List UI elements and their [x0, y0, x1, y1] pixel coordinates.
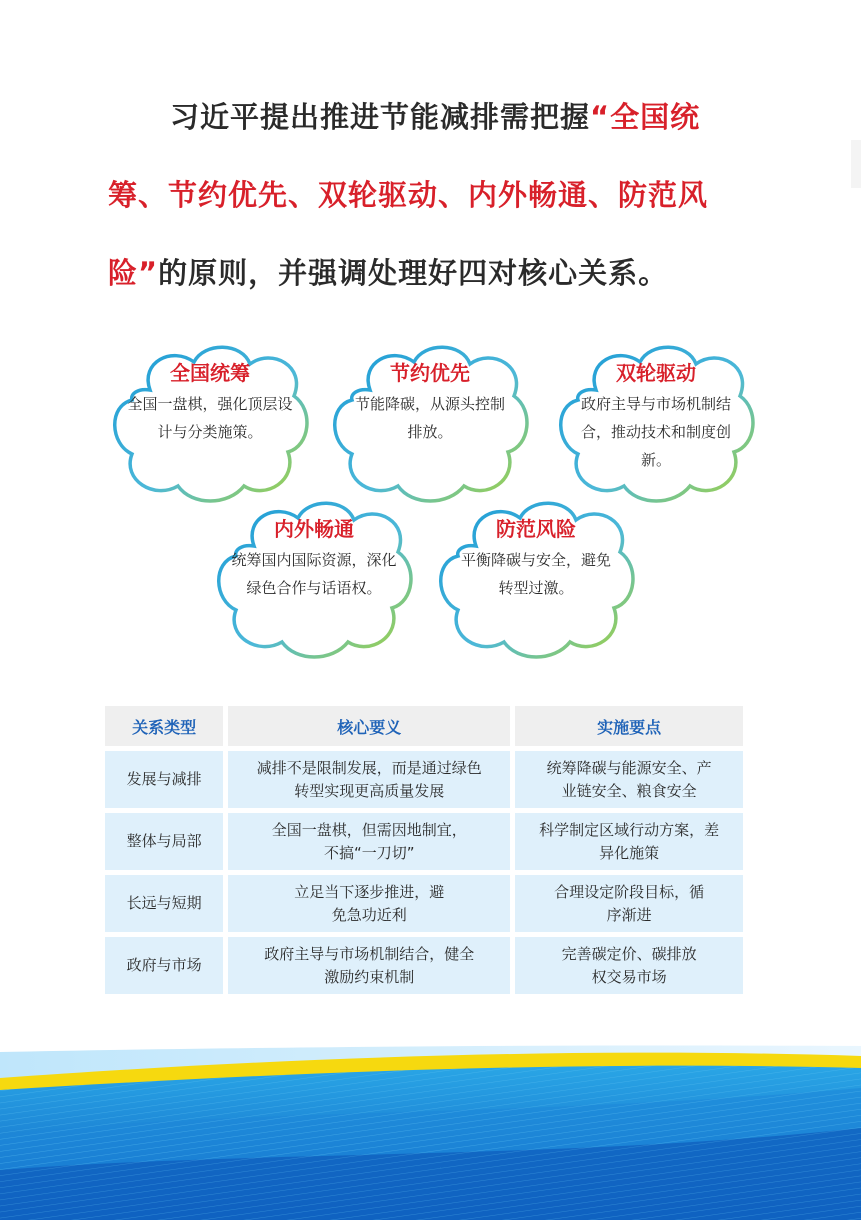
- header-core-meaning: 核心要义: [228, 706, 510, 746]
- decorative-wave-footer: [0, 1030, 861, 1220]
- table-header-row: [105, 706, 743, 746]
- cloud-title: 双轮驱动: [616, 361, 696, 385]
- cell-relation-type: 整体与局部: [105, 813, 223, 870]
- cloud-title: 全国统筹: [170, 361, 250, 385]
- intro-paragraph: [108, 78, 758, 312]
- intro-quote-open: “: [590, 100, 611, 134]
- cloud-body: 政府主导与市场机制结合，推动技术和制度创新。: [580, 395, 731, 469]
- table-row: [105, 813, 743, 870]
- table-row: [105, 937, 743, 994]
- cell-core-meaning: 减排不是限制发展，而是通过绿色转型实现更高质量发展: [228, 751, 510, 808]
- cell-implementation-points: 科学制定区域行动方案，差异化施策: [515, 813, 743, 870]
- cell-core-meaning: 立足当下逐步推进，避免急功近利: [228, 875, 510, 932]
- intro-quote-close: ”: [138, 256, 159, 290]
- cell-implementation-points: 统筹降碳与能源安全、产业链安全、粮食安全: [515, 751, 743, 808]
- cloud-body: 节能降碳，从源头控制排放。: [354, 395, 505, 441]
- cell-core-meaning: 政府主导与市场机制结合，健全激励约束机制: [228, 937, 510, 994]
- intro-part2: 的原则，并强调处理好四对核心关系。: [158, 256, 669, 290]
- table-row: [105, 751, 743, 808]
- cell-relation-type: 政府与市场: [105, 937, 223, 994]
- cloud-body: 平衡降碳与安全，避免转型过激。: [460, 551, 611, 597]
- cloud-card-3: [556, 340, 756, 500]
- header-implementation-points: 实施要点: [515, 706, 743, 746]
- cloud-card-5: [436, 496, 636, 656]
- header-relation-type: 关系类型: [105, 706, 223, 746]
- cell-implementation-points: 完善碳定价、碳排放权交易市场: [515, 937, 743, 994]
- cell-relation-type: 长远与短期: [105, 875, 223, 932]
- relations-table: [100, 701, 748, 999]
- intro-principles: 全国统筹、节约优先、双轮驱动、内外畅通、防范风险: [108, 100, 709, 290]
- table-row: [105, 875, 743, 932]
- cloud-title: 节约优先: [390, 361, 470, 385]
- cloud-body: 统筹国内国际资源，深化绿色合作与话语权。: [231, 551, 397, 597]
- cloud-card-1: [110, 340, 310, 500]
- cell-implementation-points: 合理设定阶段目标，循序渐进: [515, 875, 743, 932]
- intro-part1: 习近平提出推进节能减排需把握: [170, 100, 591, 134]
- cloud-card-2: [330, 340, 530, 500]
- page-edge-tab: [851, 140, 861, 188]
- cell-relation-type: 发展与减排: [105, 751, 223, 808]
- cell-core-meaning: 全国一盘棋，但需因地制宜，不搞“一刀切”: [228, 813, 510, 870]
- cloud-title: 防范风险: [496, 517, 576, 541]
- cloud-body: 全国一盘棋，强化顶层设计与分类施策。: [127, 395, 293, 441]
- cloud-title: 内外畅通: [274, 517, 354, 541]
- cloud-card-4: [214, 496, 414, 656]
